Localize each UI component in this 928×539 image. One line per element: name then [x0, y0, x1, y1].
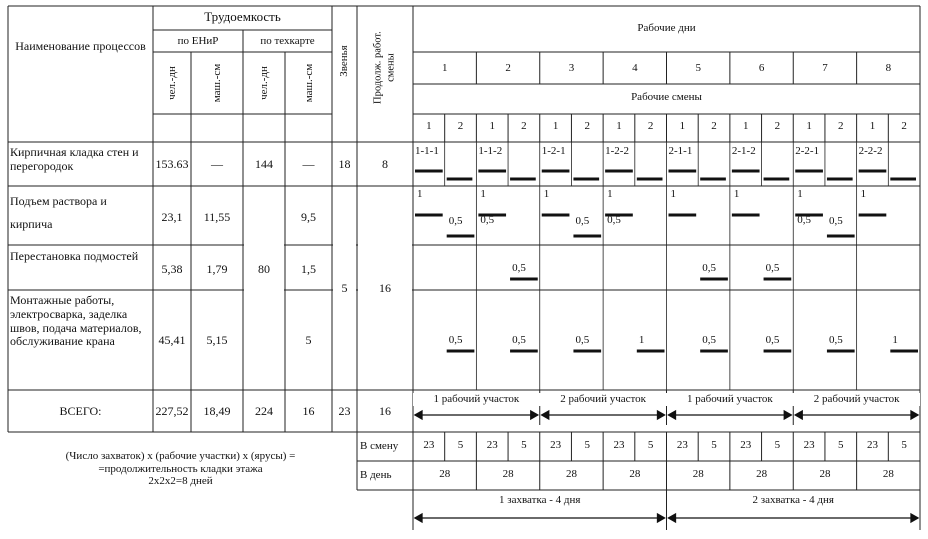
formula-line-3: 2х2х2=8 дней	[148, 475, 213, 488]
shift-label: 1	[552, 120, 559, 132]
section-label: 2 рабочий участок	[793, 393, 920, 406]
day-label: 3	[568, 62, 575, 74]
montage-value: 0,5	[575, 334, 590, 346]
shift-label: 1	[616, 120, 622, 132]
montage-value: 0,5	[448, 334, 463, 346]
shift-label: 1	[426, 120, 432, 132]
section-arrow-head	[531, 411, 538, 419]
capture-label: 2 захватка - 4 дня	[752, 494, 834, 506]
day-label: 1	[441, 62, 448, 74]
capture-label: 1 захватка - 4 дня	[499, 494, 581, 506]
duration-header: Продолж. работ. смены	[372, 31, 396, 104]
per-shift-value: 5	[774, 439, 781, 451]
merged-links: 5	[341, 281, 348, 295]
per-shift-value: 5	[838, 439, 844, 451]
merged-tc-pd-bg	[244, 187, 284, 389]
day-label: 6	[758, 62, 765, 74]
row-lift-tc-ms: 9,5	[301, 210, 316, 224]
shift-label: 2	[457, 120, 464, 132]
per-shift-value: 23	[550, 439, 562, 451]
montage-value: 0,5	[765, 334, 780, 346]
per-day-value: 28	[882, 468, 894, 480]
shift-label: 2	[521, 120, 527, 132]
shift-label: 2	[838, 120, 844, 132]
row-scaffold-enir-ms: 1,79	[206, 262, 228, 276]
section-arrow-head	[784, 411, 791, 419]
section-arrow-head	[795, 411, 802, 419]
day-label: 7	[822, 62, 828, 74]
work-days-header: Рабочие дни	[637, 22, 696, 34]
row-masonry-enir-pd: 153.63	[155, 157, 189, 171]
section-arrow-head	[542, 411, 549, 419]
total-label: ВСЕГО:	[59, 404, 102, 418]
lift-value-half: 0,5	[797, 214, 811, 226]
row-masonry-enir-ms: —	[211, 157, 223, 171]
total-enir-pd: 227,52	[155, 404, 189, 418]
per-shift-value: 5	[711, 439, 717, 451]
scaffold-value: 0,5	[512, 262, 526, 274]
masonry-code: 1-1-1	[415, 145, 439, 157]
shift-label: 1	[742, 120, 749, 132]
lift-value: 1	[480, 188, 486, 200]
row-masonry-links: 18	[338, 157, 351, 171]
capture-arrow-head	[658, 514, 665, 522]
merged-duration: 16	[379, 281, 391, 295]
lift-value-half: 0,5	[448, 215, 463, 227]
row-montage-enir-ms: 5,15	[206, 333, 228, 347]
lift-value: 1	[797, 188, 803, 200]
section-label: 2 рабочий участок	[540, 393, 667, 406]
day-label: 8	[885, 62, 892, 74]
enir-person-days-header: чел.-дн	[166, 66, 178, 100]
shift-label: 1	[489, 120, 495, 132]
masonry-code: 2-2-2	[858, 145, 883, 157]
merged-tc-pd: 80	[258, 262, 270, 276]
row-montage-enir-pd: 45,41	[158, 333, 186, 347]
per-shift-value: 23	[803, 439, 815, 451]
day-label: 5	[695, 62, 701, 74]
tc-machine-shifts-header: маш.-см	[303, 63, 315, 103]
shift-label: 1	[806, 120, 812, 132]
section-arrow-head	[669, 411, 676, 419]
per-shift-value: 23	[613, 439, 625, 451]
row-lift-enir-ms: 11,55	[203, 210, 231, 224]
row-masonry-duration: 8	[382, 157, 388, 171]
lift-value: 1	[733, 188, 740, 200]
montage-value: 0,5	[512, 334, 526, 346]
lift-value: 1	[670, 188, 676, 200]
total-tc-pd: 224	[255, 404, 273, 418]
lift-value: 1	[607, 188, 613, 200]
tc-person-days-header: чел.-дн	[258, 66, 270, 100]
section-label: 1 рабочий участок	[413, 393, 540, 406]
section-label: 1 рабочий участок	[667, 393, 794, 406]
shift-label: 1	[869, 120, 876, 132]
scaffold-value: 0,5	[765, 262, 780, 274]
lift-value-half: 0,5	[480, 214, 495, 226]
per-day-value: 28	[565, 468, 577, 480]
capture-arrow-head	[415, 514, 422, 522]
section-arrow-head	[658, 411, 665, 419]
section-arrow-head	[911, 411, 918, 419]
shift-label: 2	[647, 120, 654, 132]
row-scaffold-enir-pd: 5,38	[161, 262, 183, 276]
per-day-label: В день	[360, 469, 392, 481]
formula	[8, 450, 353, 488]
row-scaffold-tc-ms: 1,5	[301, 262, 316, 276]
total-tc-ms: 16	[302, 404, 315, 418]
row-montage-tc-ms: 5	[305, 333, 312, 347]
by-enir-header: по ЕНиР	[177, 35, 219, 47]
montage-value: 0,5	[828, 334, 843, 346]
row-lift-name: Подъем раствора и кирпича	[10, 194, 107, 231]
row-scaffold-name: Перестановка подмостей	[10, 249, 139, 263]
shift-label: 1	[679, 120, 686, 132]
per-day-value: 28	[502, 468, 514, 480]
lift-value-half: 0,5	[575, 215, 590, 227]
lift-value-half: 0,5	[828, 215, 843, 227]
per-shift-value: 5	[521, 439, 527, 451]
shift-label: 2	[711, 120, 717, 132]
total-duration: 16	[379, 404, 391, 418]
row-masonry-tc-ms: —	[302, 157, 315, 171]
capture-arrow-head	[911, 514, 918, 522]
masonry-code: 2-1-2	[731, 145, 756, 157]
per-shift-value: 5	[584, 439, 591, 451]
per-day-value: 28	[629, 468, 641, 480]
formula-line-1: (Число захваток) х (рабочие участки) х (ярусы) =	[65, 450, 296, 462]
per-shift-value: 5	[901, 439, 907, 451]
links-header: Звенья	[338, 45, 350, 77]
per-shift-label: В смену	[360, 440, 399, 452]
capture-arrow-head	[669, 514, 676, 522]
per-shift-value: 5	[647, 439, 654, 451]
per-shift-value: 23	[866, 439, 878, 451]
per-shift-value: 23	[486, 439, 498, 451]
formula-line-2: =продолжительность кладки этажа	[98, 462, 263, 475]
day-label: 4	[632, 62, 638, 74]
section-arrow-head	[415, 411, 422, 419]
by-techcard-header: по техкарте	[260, 35, 315, 47]
per-day-value: 28	[756, 468, 768, 480]
labor-header: Трудоемкость	[204, 9, 281, 24]
per-shift-value: 23	[423, 439, 435, 451]
montage-value: 1	[638, 334, 645, 346]
masonry-code: 2-1-1	[668, 145, 693, 157]
per-shift-value: 23	[676, 439, 688, 451]
row-lift-enir-pd: 23,1	[161, 210, 183, 224]
work-shifts-header: Рабочие смены	[631, 91, 702, 103]
row-montage-name: Монтажные работы, электросварка, заделка швов, подача материалов, обслуживание крана	[10, 293, 142, 349]
scaffold-value: 0,5	[702, 262, 716, 274]
per-day-value: 28	[692, 468, 704, 480]
enir-machine-shifts-header: маш.-см	[211, 63, 223, 103]
shift-label: 2	[584, 120, 591, 132]
masonry-code: 1-2-2	[605, 145, 629, 157]
total-enir-ms: 18,49	[203, 404, 231, 418]
lift-value-half: 0,5	[607, 214, 621, 226]
masonry-code: 1-2-1	[541, 145, 566, 157]
day-label: 2	[505, 62, 511, 74]
shift-label: 2	[774, 120, 781, 132]
per-day-value: 28	[819, 468, 831, 480]
masonry-code: 2-2-1	[795, 145, 820, 157]
per-shift-value: 5	[457, 439, 464, 451]
lift-value: 1	[417, 188, 423, 200]
row-masonry-name: Кирпичная кладка стен и перегородок	[10, 145, 139, 173]
montage-value: 0,5	[702, 334, 716, 346]
per-shift-value: 23	[740, 439, 752, 451]
lift-value: 1	[860, 188, 867, 200]
lift-value: 1	[543, 188, 550, 200]
shift-label: 2	[901, 120, 907, 132]
process-name-header: Наименование процессов	[15, 39, 146, 53]
row-masonry-tc-pd: 144	[255, 157, 273, 171]
per-day-value: 28	[439, 468, 451, 480]
masonry-code: 1-1-2	[478, 145, 503, 157]
total-links: 23	[338, 404, 351, 418]
montage-value: 1	[892, 334, 898, 346]
